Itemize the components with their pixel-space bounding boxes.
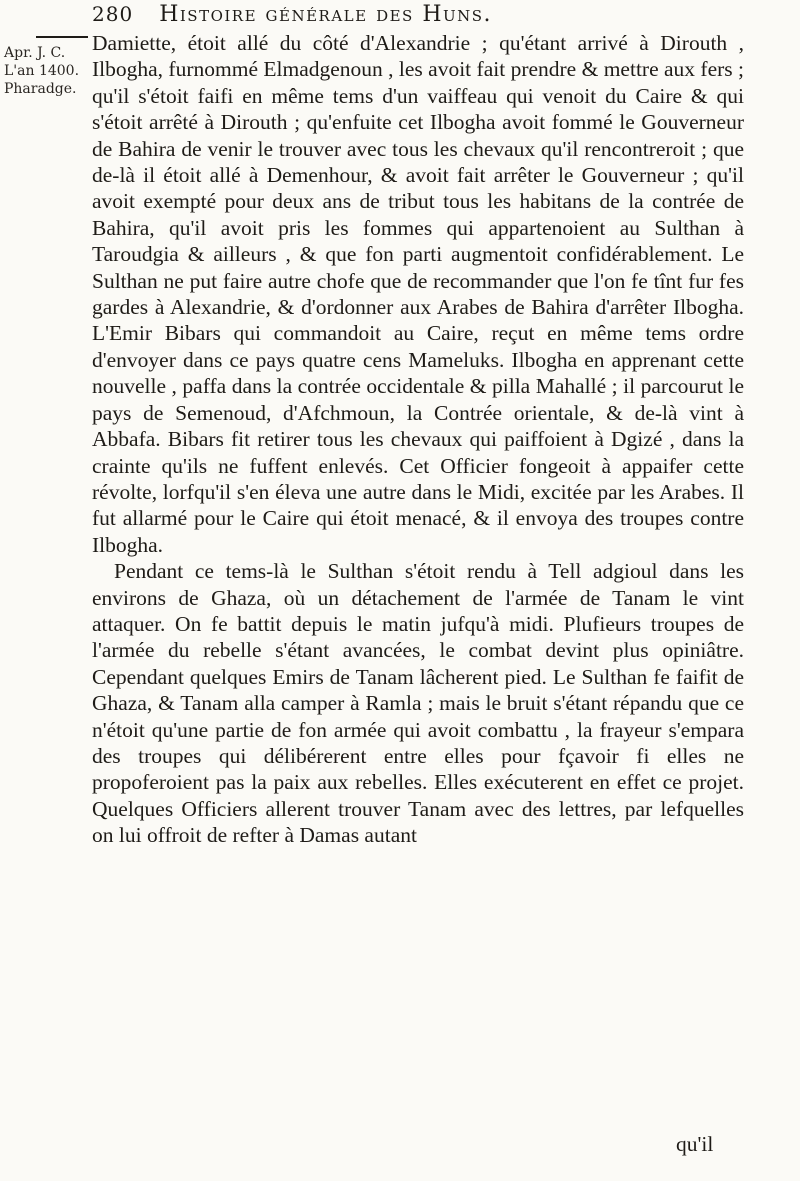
page-number: 280 <box>92 2 134 26</box>
margin-note-year: L'an 1400. <box>4 63 80 79</box>
running-title: Histoire générale des Huns. <box>159 2 493 27</box>
margin-rule <box>36 36 88 38</box>
page-header <box>92 2 732 30</box>
paragraph-2: Pendant ce tems-là le Sulthan s'étoit rendu à Tell adgioul dans les environs de Ghaza, où un détachement de l'armée de Tanam le vint attaquer. On fe battit depuis le matin jufqu'à midi. Plufieurs troupes de l'armée du rebelle s'étant avancées, le combat devint plus opiniâtre. Cependant quelques Emirs de Tanam lâcherent pied. Le Sulthan fe faifit de Ghaza, & Tanam alla camper à Ramla ; mais le bruit s'étant répandu que ce n'étoit qu'une partie de fon armée qui avoit combattu , la frayeur s'empara des troupes qui délibérerent entre elles pour fçavoir fi elles ne propoferoient pas la paix aux rebelles. Elles exécuterent en effet ce projet. Quelques Officiers allerent trouver Tanam avec des lettres, par lefquelles on lui offroit de refter à Damas autant <box>92 559 744 848</box>
catchword: qu'il <box>676 1132 714 1156</box>
body-text <box>92 30 744 849</box>
paragraph-1: Damiette, étoit allé du côté d'Alexandrie ; qu'étant arrivé à Dirouth , Ilbogha, furnommé Elmadgenoun , les avoit fait prendre & mettre aux fers ; qu'il s'étoit faifi en même tems d'un vaiffeau qui venoit du Caire & qui s'étoit arrêté à Dirouth ; qu'enfuite cet Ilbogha avoit fommé le Gouverneur de Bahira de venir le trouver avec tous les chevaux qu'il rencontreroit ; que de-là il étoit allé à Demenhour, & avoit fait arrêter le Gouverneur ; qu'il avoit exempté pour deux ans de tribut tous les habitans de la contrée de Bahira, qu'il avoit pris les fommes qui appartenoient au Sulthan à Taroudgia & ailleurs , & que fon parti augmentoit confidérablement. Le Sulthan ne put faire autre chofe que de recommander que l'on fe tînt fur fes gardes à Alexandrie, & d'ordonner aux Arabes de Bahira d'arrêter Ilbogha. L'Emir Bibars qui commandoit au Caire, reçut en même tems ordre d'envoyer dans ce pays quatre cens Mameluks. Ilbogha en apprenant cette nouvelle , paffa dans la contrée occidentale & pilla Mahallé ; il parcourut le pays de Semenoud, d'Afchmoun, la Contrée orientale, & de-là vint à Abbafa. Bibars fit retirer tous les chevaux qui paiffoient à Dgizé , dans la crainte qu'ils ne fuffent enlevés. Cet Officier fongeoit à appaifer cette révolte, lorfqu'il s'en éleva une autre dans le Midi, excitée par les Arabes. Il fut allarmé pour le Caire qui étoit menacé, & il envoya des troupes contre Ilbogha. <box>92 31 744 557</box>
margin-note-ruler: Pharadge. <box>4 81 77 97</box>
margin-note <box>4 44 88 98</box>
margin-note-date: Apr. J. C. <box>4 45 66 61</box>
